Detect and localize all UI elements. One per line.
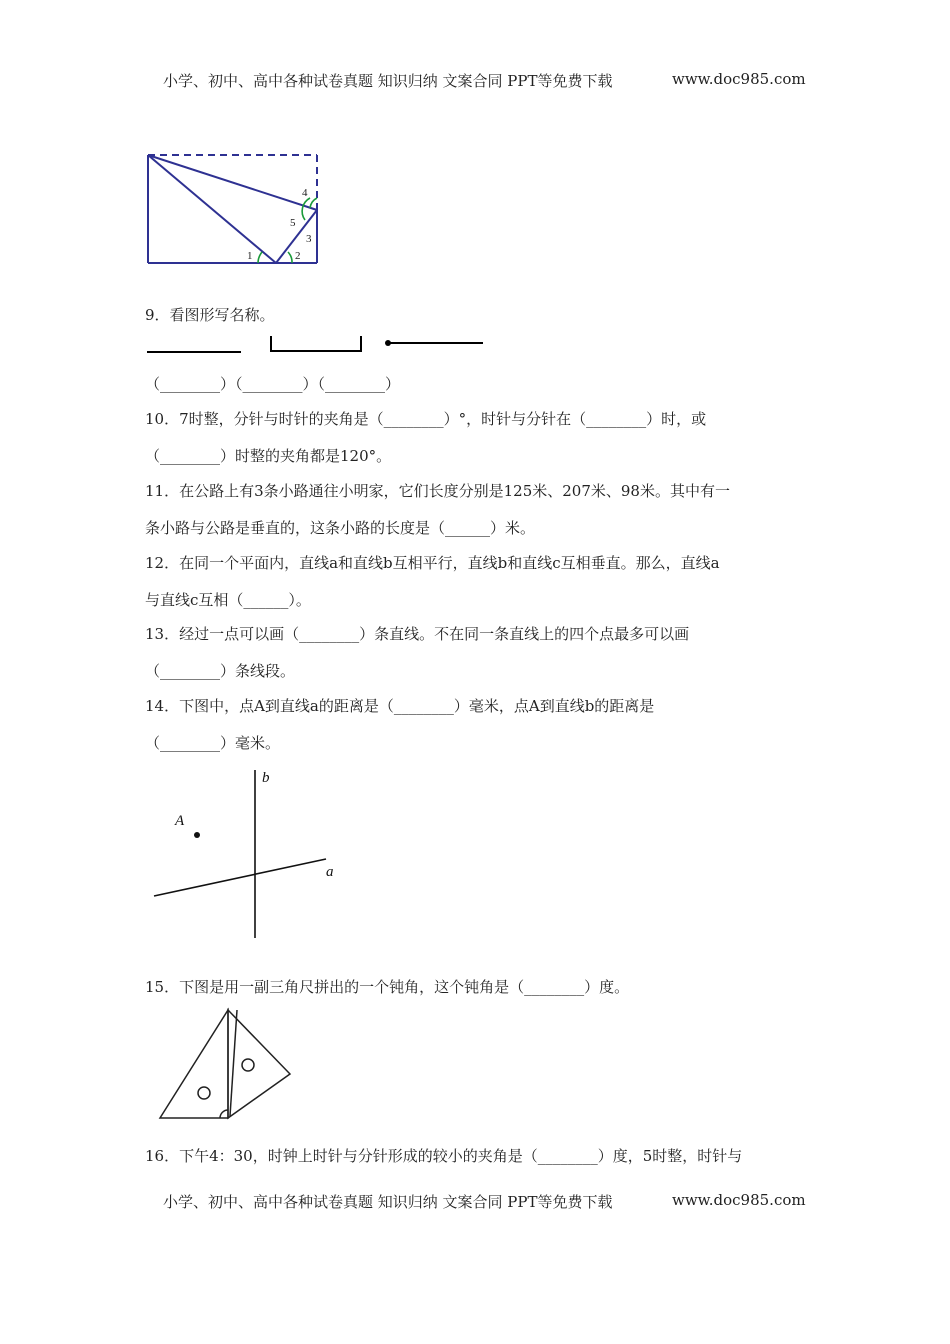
question-11-line2: 条小路与公路是垂直的，这条小路的长度是（______）米。	[145, 519, 536, 537]
set-square-left	[160, 1010, 228, 1118]
point-a	[194, 832, 200, 838]
line-a	[154, 859, 326, 896]
set-square-right	[228, 1010, 290, 1118]
angle-label-1: 1	[247, 250, 253, 262]
set-square-figure-q15	[150, 1004, 300, 1126]
question-9-answers: （________）（________）（________）	[145, 375, 401, 393]
question-11-line1: 11．在公路上有3条小路通往小明家，它们长度分别是125米、207米、98米。其中有一	[145, 482, 730, 500]
label-line-b: b	[262, 770, 270, 786]
angle-label-2: 2	[295, 250, 301, 262]
question-9: 9．看图形写名称。	[145, 306, 275, 324]
shapes-figure-q9	[140, 330, 500, 360]
question-13-line1: 13．经过一点可以画（________）条直线。不在同一条直线上的四个点最多可以画	[145, 625, 690, 643]
label-line-a: a	[326, 864, 334, 880]
question-15-line1: 15．下图是用一副三角尺拼出的一个钝角，这个钝角是（________）度。	[145, 978, 630, 996]
question-10-line1: 10．7时整，分针与时针的夹角是（________）°，时针与分针在（________）时，或	[145, 410, 707, 428]
angle-label-5: 5	[290, 217, 296, 229]
question-12-line2: 与直线c互相（______）。	[145, 591, 311, 609]
distance-figure-q14	[145, 762, 355, 944]
footer-text: 小学、初中、高中各种试卷真题 知识归纳 文案合同 PPT等免费下载	[163, 1193, 613, 1211]
question-10-line2: （________）时整的夹角都是120°。	[145, 447, 392, 465]
footer-site: www.doc985.com	[672, 1191, 806, 1209]
label-point-A: A	[175, 813, 185, 829]
question-16-line1: 16．下午4：30，时钟上时针与分针形成的较小的夹角是（________）度，5时整，时针与	[145, 1147, 743, 1165]
question-14-line2: （________）毫米。	[145, 734, 281, 752]
angle-label-4: 4	[302, 187, 308, 199]
header-site: www.doc985.com	[672, 70, 806, 88]
header-text: 小学、初中、高中各种试卷真题 知识归纳 文案合同 PPT等免费下载	[163, 72, 613, 90]
question-12-line1: 12．在同一个平面内，直线a和直线b互相平行，直线b和直线c互相垂直。那么，直线a	[145, 554, 720, 572]
angle-label-3: 3	[306, 233, 312, 245]
question-14-line1: 14．下图中，点A到直线a的距离是（________）毫米，点A到直线b的距离是	[145, 697, 655, 715]
folded-rectangle-figure	[140, 148, 330, 270]
shape-line	[271, 336, 361, 351]
question-13-line2: （________）条线段。	[145, 662, 296, 680]
